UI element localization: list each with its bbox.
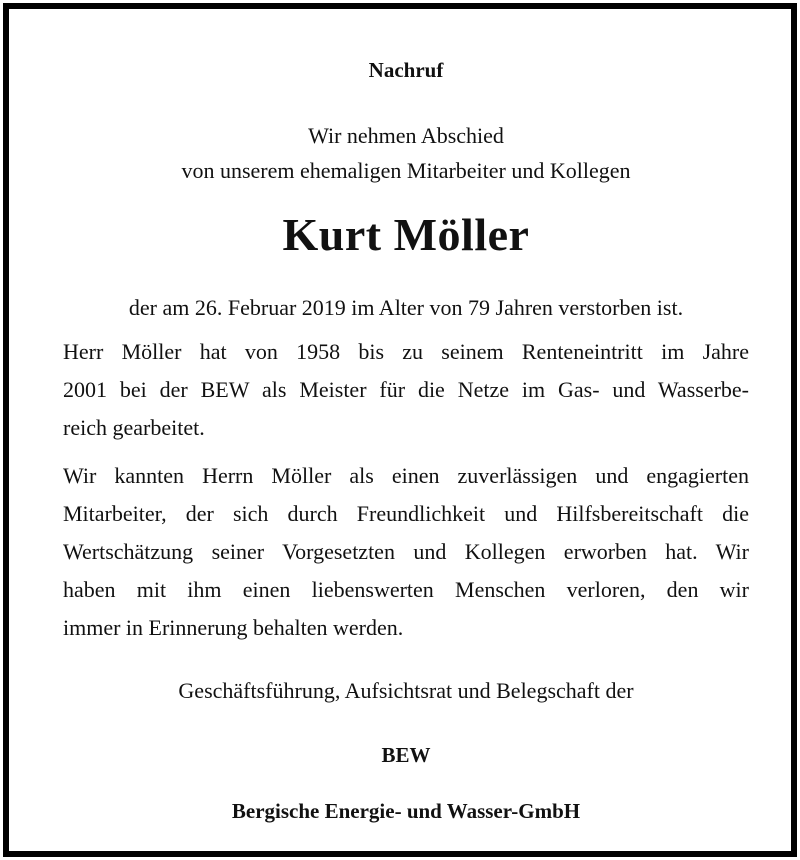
paragraph-line: Wir kannten Herrn Möller als einen zuverlässigen und engagierten — [63, 463, 749, 488]
signature-line-1: Geschäftsführung, Aufsichtsrat und Belegschaft der — [178, 678, 634, 703]
paragraph-line: haben mit ihm einen liebenswerten Menschen verloren, den wir — [63, 577, 749, 602]
paragraph-line: Herr Möller hat von 1958 bis zu seinem Renteneintritt im Jahre — [63, 339, 749, 364]
death-date-line: der am 26. Februar 2019 im Alter von 79 Jahren verstorben ist. — [128, 295, 684, 320]
tribute-paragraph — [63, 457, 749, 647]
paragraph-line: immer in Erinnerung behalten werden. — [63, 615, 404, 640]
paragraph-line: Mitarbeiter, der sich durch Freundlichkeit und Hilfsbereitschaft die — [63, 501, 749, 526]
career-paragraph — [63, 333, 749, 447]
signature-company-full: Bergische Energie- und Wasser-GmbH — [231, 799, 581, 823]
deceased-name: Kurt Möller — [282, 209, 530, 260]
paragraph-line: Wertschätzung seiner Vorgesetzten und Kollegen erworben hat. Wir — [63, 539, 749, 564]
intro-line-2: von unserem ehemaligen Mitarbeiter und Kollegen — [181, 158, 631, 183]
paragraph-line: reich gearbeitet. — [63, 415, 205, 440]
obituary-frame — [3, 3, 797, 857]
signature-company-short: BEW — [381, 743, 431, 767]
paragraph-line: 2001 bei der BEW als Meister für die Netze im Gas- und Wasserbe- — [63, 377, 749, 402]
intro-line-1: Wir nehmen Abschied — [308, 123, 504, 148]
obituary-heading: Nachruf — [368, 58, 444, 82]
